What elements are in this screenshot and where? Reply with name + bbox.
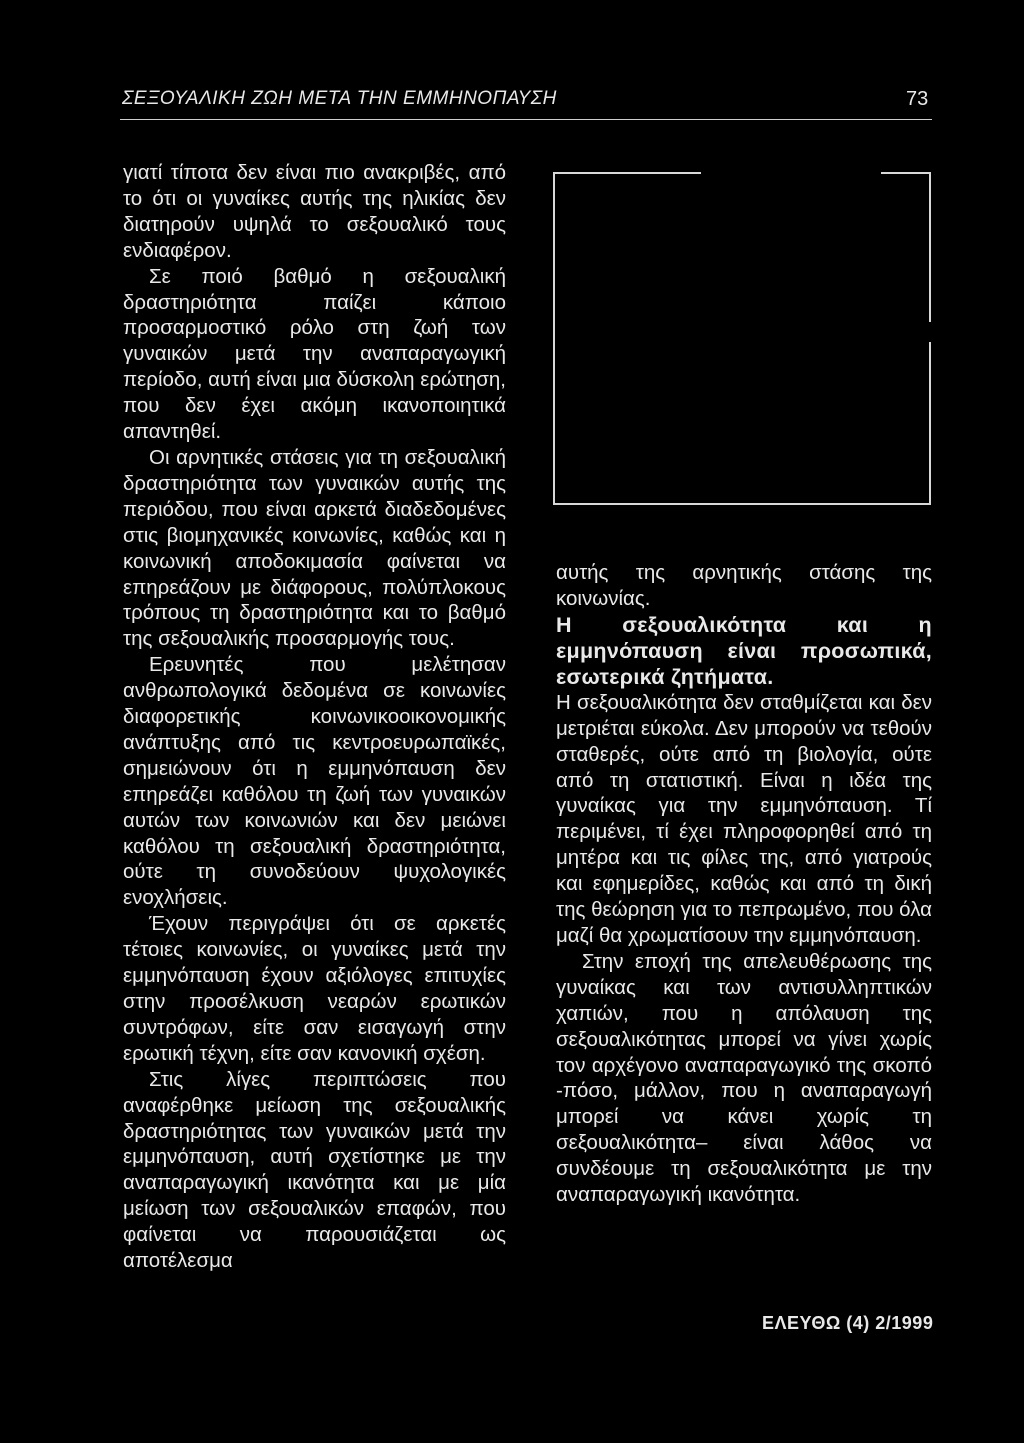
frame-edge-left bbox=[553, 172, 555, 505]
section-subheading: Η σεξουαλικότητα και η εμμηνόπαυση είναι προσωπικά, εσωτερικά ζητήματα. bbox=[556, 612, 932, 689]
paragraph: Στην εποχή της απελευθέρωσης της γυναίκας και των αντισυλληπτικών χαπιών, που η απόλαυση της σεξουαλικότητας μπορεί να γίνει χωρίς τον αρχέγονο αναπαραγωγικό της σκοπό -πόσο, μάλλον, που η αναπαραγωγή μπορεί να κάνει χωρίς τη σεξουαλικότητα– είναι λάθος να συνδέουμε τη σεξουαλικότητα με την αναπαραγωγική ικανότητα. bbox=[556, 949, 932, 1207]
paragraph: Η σεξουαλικότητα δεν σταθμίζεται και δεν μετριέται εύκολα. Δεν μπορούν να τεθούν σταθερές, ούτε από τη βιολογία, ούτε από τη στατιστική. Είναι η ιδέα της γυναίκας για την εμμηνόπαυση. Τί περιμένει, τί έχει πληροφορηθεί από τη μητέρα και τις φίλες της, από γιατρούς και εφημερίδες, καθώς και από τη δική της θεώρηση για το πεπρωμένο, που όλα μαζί θα χρωματίσουν την εμμηνόπαυση. bbox=[556, 690, 932, 947]
running-head-title: ΣΕΞΟΥΑΛΙΚΗ ΖΩΗ ΜΕΤΑ ΤΗΝ ΕΜΜΗΝΟΠΑΥΣΗ bbox=[122, 88, 557, 109]
right-text-column bbox=[556, 560, 932, 1208]
frame-edge-top-left bbox=[553, 172, 701, 174]
left-text-column bbox=[123, 160, 506, 1274]
frame-edge-right-lower bbox=[929, 342, 931, 505]
frame-edge-bottom bbox=[553, 503, 931, 505]
frame-edge-right-upper bbox=[929, 172, 931, 322]
paragraph: αυτής της αρνητικής στάσης της κοινωνίας. bbox=[556, 561, 932, 610]
paragraph: γιατί τίποτα δεν είναι πιο ανακριβές, από το ότι οι γυναίκες αυτής της ηλικίας δεν διατηρούν υψηλά το σεξουαλικό τους ενδιαφέρον. bbox=[123, 161, 506, 262]
paragraph: Οι αρνητικές στάσεις για τη σεξουαλική δραστηριότητα των γυναικών αυτής της περιόδου, που είναι αρκετά διαδεδομένες στις βιομηχανικές κοινωνίες, καθώς και η κοινωνική αποδοκιμασία φαίνεται να επηρεάζουν με διάφορους, πολύπλοκους τρόπους τη δραστηριότητα και το βαθμό της σεξουαλικής προσαρμογής τους. bbox=[123, 445, 506, 651]
paragraph: Στις λίγες περιπτώσεις που αναφέρθηκε μείωση της σεξουαλικής δραστηριότητας των γυναικών μετά την εμμηνόπαυση, αυτή σχετίστηκε με την αναπαραγωγική ικανότητα και με μία μείωση των σεξουαλικών επαφών, που φαίνεται να παρουσιάζεται ως αποτέλεσμα bbox=[123, 1067, 506, 1273]
frame-edge-top-right bbox=[881, 172, 931, 174]
header-rule bbox=[120, 119, 932, 120]
paragraph: Ερευνητές που μελέτησαν ανθρωπολογικά δεδομένα σε κοινωνίες διαφορετικής κοινωνικοοικονομικής ανάπτυξης από τις κεντροευρωπαϊκές, σημειώνουν ότι η εμμηνόπαυση δεν επηρεάζει καθόλου τη ζωή των γυναικών αυτών των κοινωνιών και δεν μειώνει καθόλου τη σεξουαλική δραστηριότητα, ούτε τη συνοδεύουν ψυχολογικές ενοχλήσεις. bbox=[123, 653, 506, 910]
paragraph: Έχουν περιγράψει ότι σε αρκετές τέτοιες κοινωνίες, οι γυναίκες μετά την εμμηνόπαυση έχουν αξιόλογες επιτυχίες στην προσέλκυση νεαρών ερωτικών συντρόφων, είτε σαν εισαγωγή στην ερωτική τέχνη, είτε σαν κανονική σχέση. bbox=[123, 912, 506, 1065]
paragraph: Σε ποιό βαθμό η σεξουαλική δραστηριότητα παίζει κάποιο προσαρμοστικό ρόλο στη ζωή των γυναικών μετά την αναπαραγωγική περίοδο, αυτή είναι μια δύσκολη ερώτηση, που δεν έχει ακόμη ικανοποιητικά απαντηθεί. bbox=[123, 264, 506, 444]
journal-footer: ΕΛΕΥΘΩ (4) 2/1999 bbox=[762, 1313, 934, 1333]
page-number: 73 bbox=[906, 88, 929, 110]
figure-frame bbox=[553, 172, 931, 505]
